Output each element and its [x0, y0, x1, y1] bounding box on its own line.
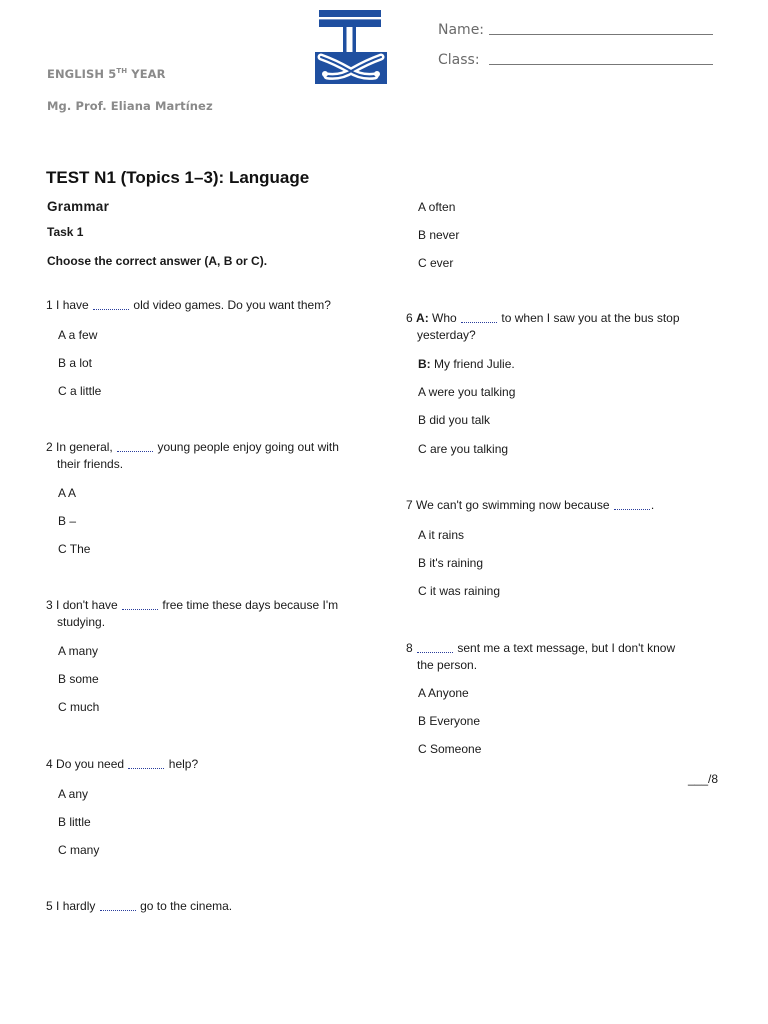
option-3c[interactable]: C much	[58, 700, 100, 714]
option-1c[interactable]: C a little	[58, 384, 102, 398]
option-2a[interactable]: A A	[58, 486, 77, 500]
class-label: Class:	[438, 52, 480, 68]
question-5: 5 I hardly go to the cinema.	[46, 899, 233, 913]
answer-blank[interactable]	[614, 499, 650, 510]
name-field[interactable]	[489, 34, 713, 35]
class-field[interactable]	[489, 64, 713, 65]
teacher-name: Mg. Prof. Eliana Martínez	[47, 99, 213, 113]
option-7c[interactable]: C it was raining	[418, 584, 501, 598]
answer-blank[interactable]	[117, 441, 153, 452]
question-8: 8 sent me a text message, but I don't know the person.	[406, 641, 676, 672]
option-1a[interactable]: A a few	[58, 328, 98, 342]
answer-blank[interactable]	[128, 758, 164, 769]
question-6: 6 A: Who to when I saw you at the bus stop yesterday?	[406, 311, 680, 342]
test-title: TEST N1 (Topics 1–3): Language	[46, 168, 310, 187]
school-logo-icon	[313, 8, 389, 88]
option-5a[interactable]: A often	[418, 200, 456, 214]
option-4c[interactable]: C many	[58, 843, 100, 857]
option-5b[interactable]: B never	[418, 228, 460, 242]
option-6c[interactable]: C are you talking	[418, 442, 509, 456]
option-6a[interactable]: A were you talking	[418, 385, 516, 399]
question-2: 2 In general, young people enjoy going out with their friends.	[46, 440, 339, 471]
question-7: 7 We can't go swimming now because .	[406, 498, 655, 512]
answer-blank[interactable]	[100, 900, 136, 911]
option-3a[interactable]: A many	[58, 644, 99, 658]
option-4b[interactable]: B little	[58, 815, 91, 829]
option-4a[interactable]: A any	[58, 787, 89, 801]
option-7b[interactable]: B it's raining	[418, 556, 483, 570]
option-3b[interactable]: B some	[58, 672, 99, 686]
question-4: 4 Do you need help?	[46, 757, 199, 771]
answer-blank[interactable]	[122, 599, 158, 610]
section-heading: Grammar	[47, 199, 110, 214]
option-8a[interactable]: A Anyone	[418, 686, 469, 700]
answer-blank[interactable]	[93, 299, 129, 310]
question-6-reply: B: My friend Julie.	[418, 357, 515, 371]
answer-blank[interactable]	[417, 642, 453, 653]
score-field[interactable]: ___/8	[688, 772, 719, 786]
option-1b[interactable]: B a lot	[58, 356, 93, 370]
question-3: 3 I don't have free time these days because I'm studying.	[46, 598, 339, 629]
course-label: ENGLISH 5TH YEAR	[47, 67, 166, 81]
task-heading: Task 1	[47, 225, 84, 239]
option-7a[interactable]: A it rains	[418, 528, 465, 542]
question-1: 1 I have old video games. Do you want them?	[46, 298, 331, 312]
school-logo	[313, 8, 389, 88]
name-label: Name:	[438, 22, 485, 38]
answer-blank[interactable]	[461, 312, 497, 323]
option-8b[interactable]: B Everyone	[418, 714, 481, 728]
option-5c[interactable]: C ever	[418, 256, 454, 270]
option-2c[interactable]: C The	[58, 542, 91, 556]
instructions: Choose the correct answer (A, B or C).	[47, 254, 268, 268]
option-6b[interactable]: B did you talk	[418, 413, 491, 427]
option-2b[interactable]: B –	[58, 514, 77, 528]
option-8c[interactable]: C Someone	[418, 742, 482, 756]
